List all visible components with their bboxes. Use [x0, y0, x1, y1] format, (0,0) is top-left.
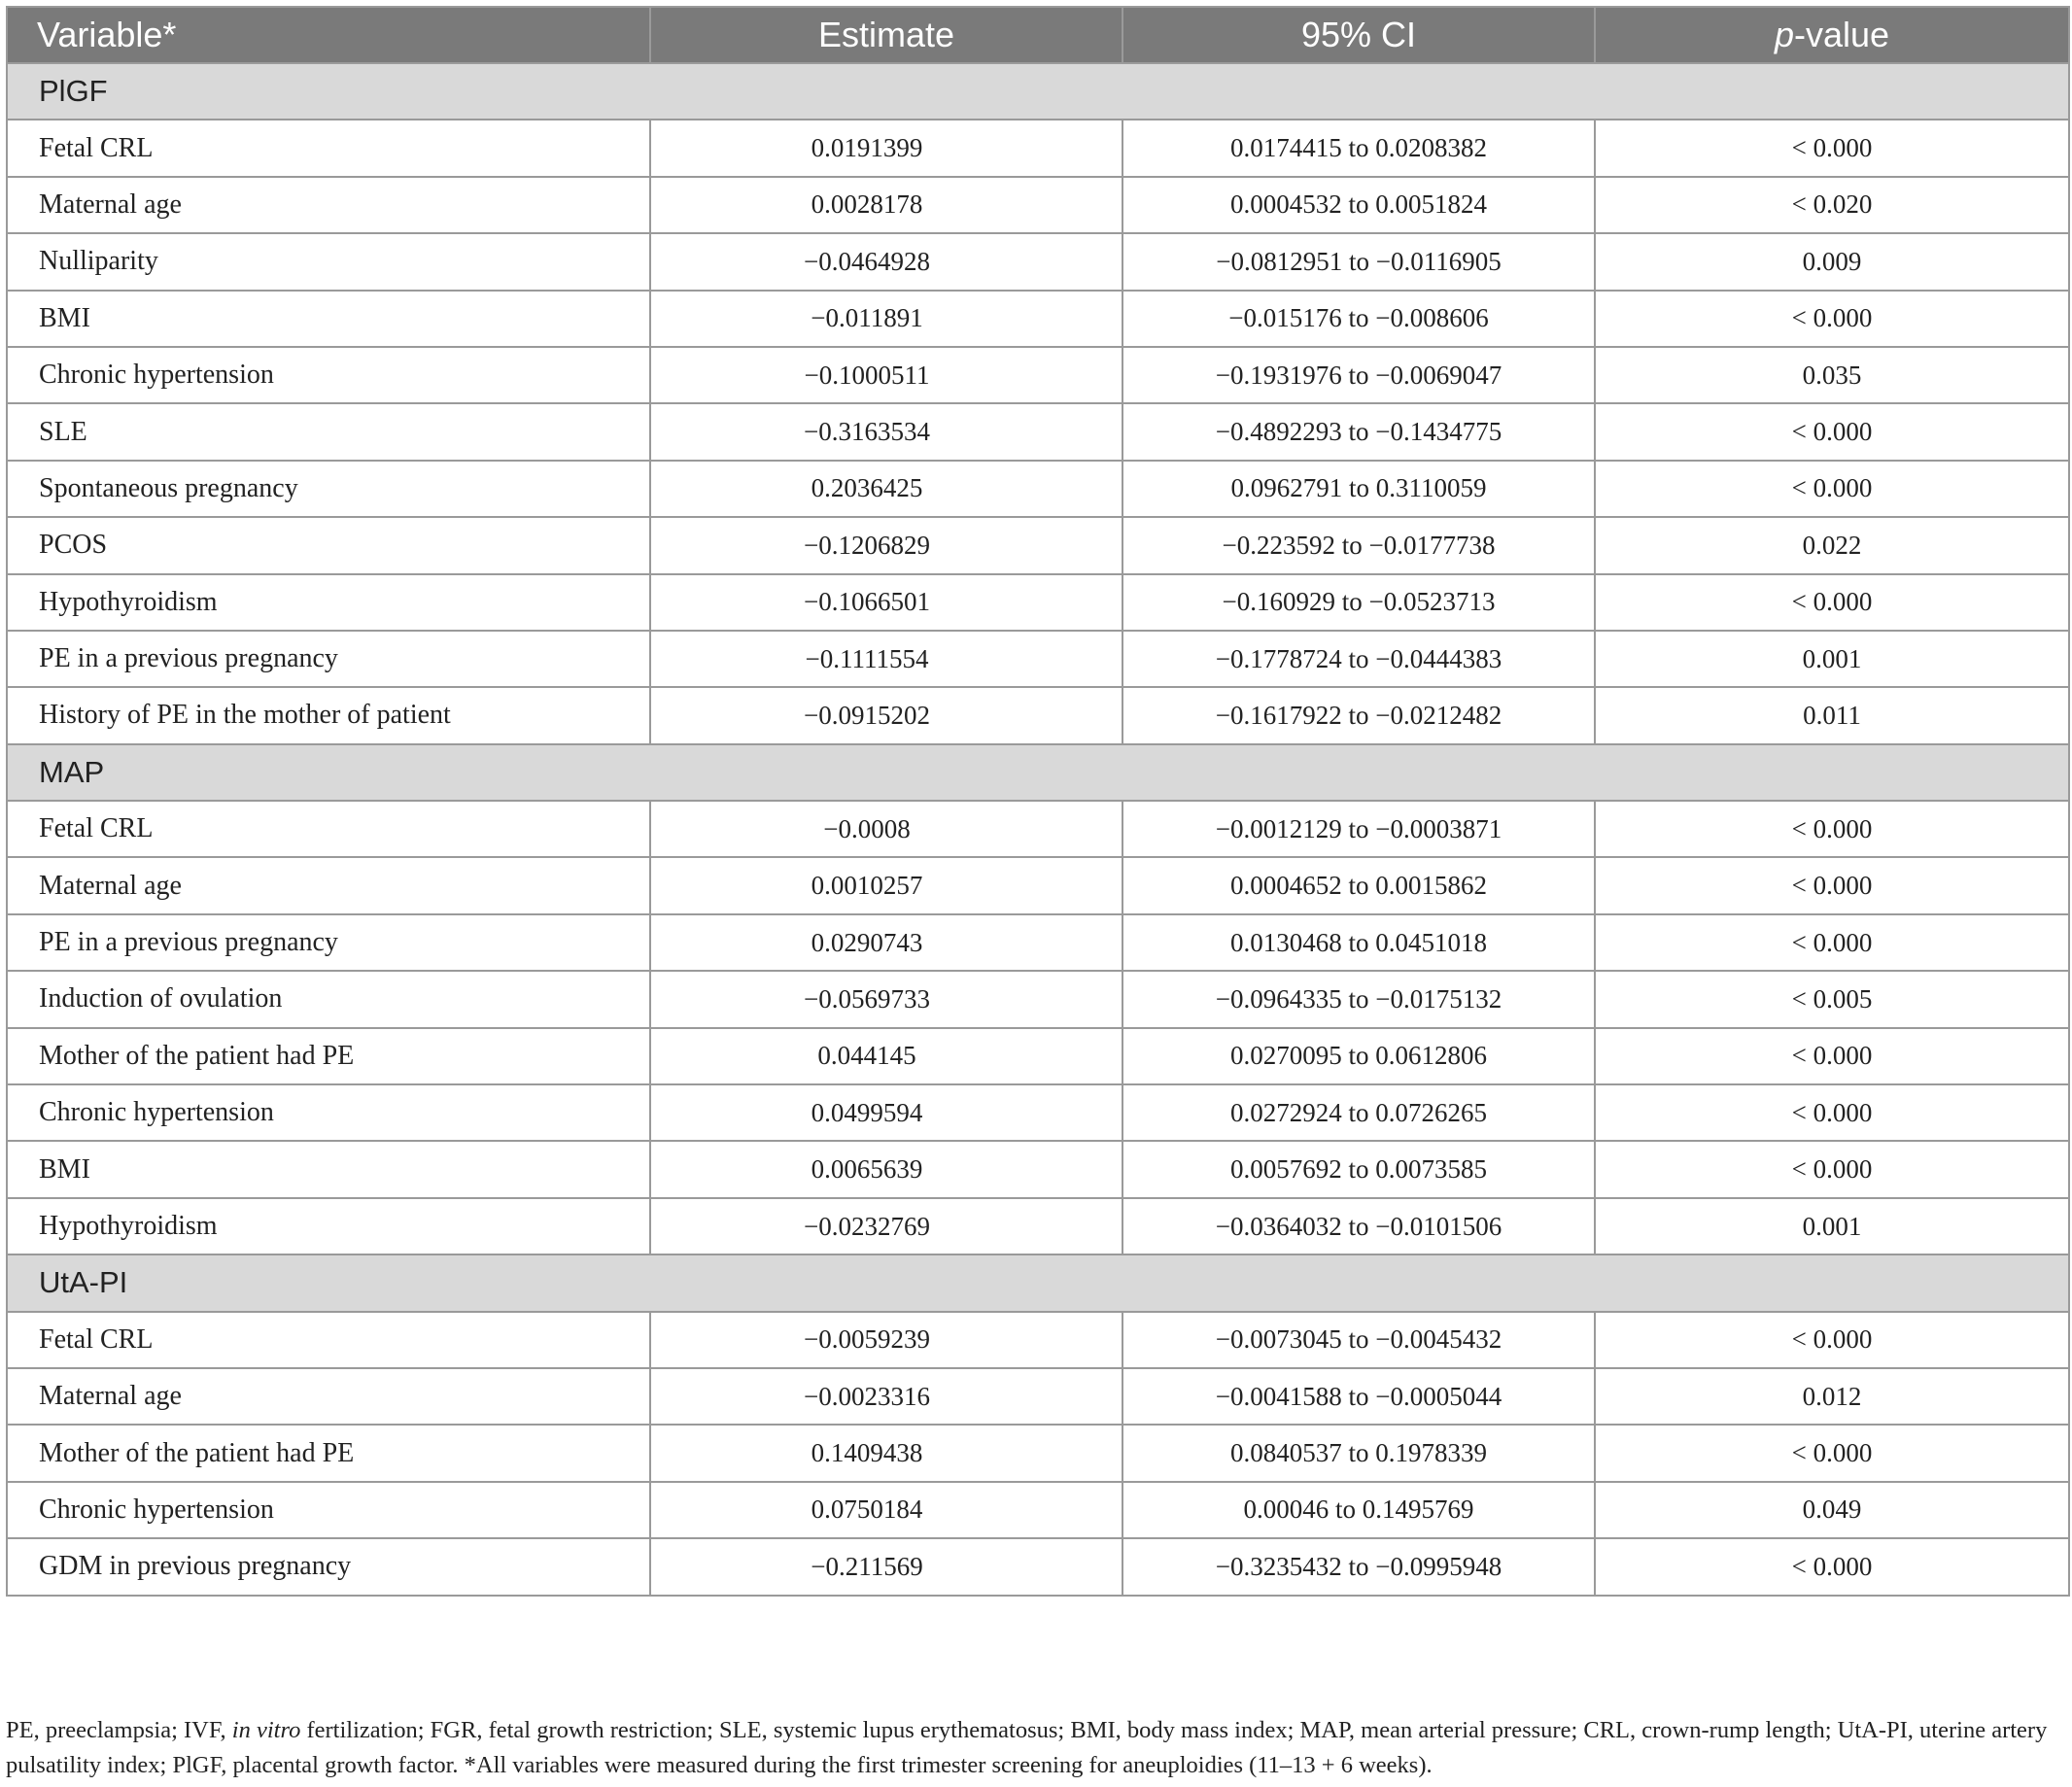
cell-p-value: < 0.000 [1595, 1084, 2069, 1141]
cell-variable: BMI [7, 1141, 650, 1197]
cell-ci: 0.00046 to 0.1495769 [1122, 1482, 1595, 1538]
cell-estimate: −0.0059239 [650, 1312, 1122, 1368]
cell-ci: −0.1617922 to −0.0212482 [1122, 687, 1595, 743]
cell-p-value: < 0.000 [1595, 120, 2069, 176]
cell-ci: −0.223592 to −0.0177738 [1122, 517, 1595, 573]
cell-variable: Hypothyroidism [7, 1198, 650, 1254]
cell-variable: Maternal age [7, 1368, 650, 1425]
table-row [7, 801, 2069, 857]
header-p-suffix: -value [1793, 15, 1890, 54]
table-footnote [6, 1713, 2066, 1783]
cell-ci: −0.1778724 to −0.0444383 [1122, 631, 1595, 687]
cell-estimate: −0.0232769 [650, 1198, 1122, 1254]
cell-ci: 0.0174415 to 0.0208382 [1122, 120, 1595, 176]
cell-ci: 0.0270095 to 0.0612806 [1122, 1028, 1595, 1084]
header-ci: 95% CI [1122, 7, 1595, 63]
header-p-italic: p [1774, 15, 1794, 54]
cell-ci: −0.015176 to −0.008606 [1122, 291, 1595, 347]
cell-variable: Fetal CRL [7, 1312, 650, 1368]
table-row [7, 1084, 2069, 1141]
cell-ci: −0.1931976 to −0.0069047 [1122, 347, 1595, 403]
footnote-part2: fertilization; FGR, fetal growth restriction; SLE, systemic lupus erythematosus; BMI, body mass index; MAP, mean arterial pressure; CRL, crown-rump length; UtA-PI, uterine artery pulsatility index; PlGF, placental growth factor. *All variables were measured during the first trimester screening for aneuploidies (11–13 + 6 weeks). [6, 1717, 2048, 1778]
cell-variable: Maternal age [7, 857, 650, 913]
cell-variable: History of PE in the mother of patient [7, 687, 650, 743]
cell-variable: Spontaneous pregnancy [7, 461, 650, 517]
cell-p-value: < 0.000 [1595, 1028, 2069, 1084]
cell-variable: PE in a previous pregnancy [7, 631, 650, 687]
table-row [7, 1141, 2069, 1197]
cell-p-value: < 0.000 [1595, 403, 2069, 460]
table-row [7, 857, 2069, 913]
cell-estimate: −0.1066501 [650, 574, 1122, 631]
cell-estimate: −0.0008 [650, 801, 1122, 857]
cell-ci: 0.0130468 to 0.0451018 [1122, 914, 1595, 971]
cell-p-value: < 0.000 [1595, 801, 2069, 857]
cell-p-value: 0.022 [1595, 517, 2069, 573]
table-body [7, 63, 2069, 1596]
table-row [7, 1198, 2069, 1254]
table-row [7, 971, 2069, 1027]
table-row [7, 631, 2069, 687]
cell-p-value: < 0.005 [1595, 971, 2069, 1027]
cell-estimate: 0.0499594 [650, 1084, 1122, 1141]
cell-ci: −0.3235432 to −0.0995948 [1122, 1538, 1595, 1595]
section-title: MAP [7, 744, 2069, 801]
section-row [7, 1254, 2069, 1311]
cell-estimate: −0.0464928 [650, 233, 1122, 290]
table-row [7, 177, 2069, 233]
cell-p-value: < 0.000 [1595, 461, 2069, 517]
cell-estimate: −0.011891 [650, 291, 1122, 347]
cell-variable: Fetal CRL [7, 120, 650, 176]
cell-estimate: −0.0569733 [650, 971, 1122, 1027]
cell-p-value: < 0.000 [1595, 1538, 2069, 1595]
cell-variable: Nulliparity [7, 233, 650, 290]
cell-ci: −0.4892293 to −0.1434775 [1122, 403, 1595, 460]
cell-variable: Mother of the patient had PE [7, 1028, 650, 1084]
table-row [7, 347, 2069, 403]
cell-variable: GDM in previous pregnancy [7, 1538, 650, 1595]
cell-estimate: −0.1111554 [650, 631, 1122, 687]
cell-ci: −0.160929 to −0.0523713 [1122, 574, 1595, 631]
cell-ci: −0.0012129 to −0.0003871 [1122, 801, 1595, 857]
cell-p-value: < 0.000 [1595, 857, 2069, 913]
table-row [7, 291, 2069, 347]
cell-p-value: < 0.020 [1595, 177, 2069, 233]
cell-variable: PE in a previous pregnancy [7, 914, 650, 971]
cell-variable: Fetal CRL [7, 801, 650, 857]
table-row [7, 517, 2069, 573]
cell-variable: Maternal age [7, 177, 650, 233]
section-title: UtA-PI [7, 1254, 2069, 1311]
cell-variable: Induction of ovulation [7, 971, 650, 1027]
footnote-part1: PE, preeclampsia; IVF, [6, 1717, 232, 1743]
cell-ci: −0.0073045 to −0.0045432 [1122, 1312, 1595, 1368]
cell-estimate: 0.0010257 [650, 857, 1122, 913]
table-row [7, 1368, 2069, 1425]
cell-ci: 0.0962791 to 0.3110059 [1122, 461, 1595, 517]
cell-ci: −0.0041588 to −0.0005044 [1122, 1368, 1595, 1425]
cell-estimate: −0.1206829 [650, 517, 1122, 573]
section-row [7, 63, 2069, 120]
results-table-container [6, 6, 2068, 1597]
cell-p-value: < 0.000 [1595, 914, 2069, 971]
cell-p-value: < 0.000 [1595, 291, 2069, 347]
table-row [7, 1425, 2069, 1481]
regression-table [6, 6, 2070, 1597]
section-title: PlGF [7, 63, 2069, 120]
cell-variable: Hypothyroidism [7, 574, 650, 631]
cell-p-value: 0.001 [1595, 1198, 2069, 1254]
table-row [7, 1538, 2069, 1595]
cell-p-value: 0.011 [1595, 687, 2069, 743]
cell-ci: 0.0840537 to 0.1978339 [1122, 1425, 1595, 1481]
cell-ci: 0.0004652 to 0.0015862 [1122, 857, 1595, 913]
table-row [7, 403, 2069, 460]
header-p-value [1595, 7, 2069, 63]
cell-variable: PCOS [7, 517, 650, 573]
cell-estimate: −0.3163534 [650, 403, 1122, 460]
cell-ci: −0.0812951 to −0.0116905 [1122, 233, 1595, 290]
cell-variable: Chronic hypertension [7, 347, 650, 403]
cell-p-value: < 0.000 [1595, 1312, 2069, 1368]
table-row [7, 233, 2069, 290]
cell-estimate: −0.0023316 [650, 1368, 1122, 1425]
cell-estimate: 0.1409438 [650, 1425, 1122, 1481]
table-header-row [7, 7, 2069, 63]
cell-p-value: < 0.000 [1595, 1425, 2069, 1481]
cell-estimate: −0.0915202 [650, 687, 1122, 743]
cell-estimate: 0.044145 [650, 1028, 1122, 1084]
cell-variable: SLE [7, 403, 650, 460]
section-row [7, 744, 2069, 801]
table-row [7, 461, 2069, 517]
cell-ci: 0.0057692 to 0.0073585 [1122, 1141, 1595, 1197]
cell-estimate: 0.0065639 [650, 1141, 1122, 1197]
table-row [7, 1312, 2069, 1368]
table-row [7, 1482, 2069, 1538]
table-row [7, 574, 2069, 631]
cell-estimate: −0.1000511 [650, 347, 1122, 403]
cell-estimate: 0.0290743 [650, 914, 1122, 971]
cell-estimate: 0.0191399 [650, 120, 1122, 176]
cell-p-value: < 0.000 [1595, 1141, 2069, 1197]
footnote-italic: in vitro [231, 1717, 301, 1743]
cell-ci: −0.0364032 to −0.0101506 [1122, 1198, 1595, 1254]
cell-ci: 0.0004532 to 0.0051824 [1122, 177, 1595, 233]
cell-estimate: −0.211569 [650, 1538, 1122, 1595]
cell-p-value: < 0.000 [1595, 574, 2069, 631]
cell-variable: Chronic hypertension [7, 1482, 650, 1538]
table-row [7, 687, 2069, 743]
cell-p-value: 0.012 [1595, 1368, 2069, 1425]
cell-p-value: 0.035 [1595, 347, 2069, 403]
cell-variable: Mother of the patient had PE [7, 1425, 650, 1481]
table-row [7, 120, 2069, 176]
cell-ci: 0.0272924 to 0.0726265 [1122, 1084, 1595, 1141]
cell-variable: Chronic hypertension [7, 1084, 650, 1141]
cell-ci: −0.0964335 to −0.0175132 [1122, 971, 1595, 1027]
cell-estimate: 0.2036425 [650, 461, 1122, 517]
table-row [7, 914, 2069, 971]
cell-estimate: 0.0750184 [650, 1482, 1122, 1538]
table-row [7, 1028, 2069, 1084]
header-variable: Variable* [7, 7, 650, 63]
cell-p-value: 0.009 [1595, 233, 2069, 290]
cell-estimate: 0.0028178 [650, 177, 1122, 233]
header-estimate: Estimate [650, 7, 1122, 63]
cell-p-value: 0.001 [1595, 631, 2069, 687]
cell-p-value: 0.049 [1595, 1482, 2069, 1538]
cell-variable: BMI [7, 291, 650, 347]
